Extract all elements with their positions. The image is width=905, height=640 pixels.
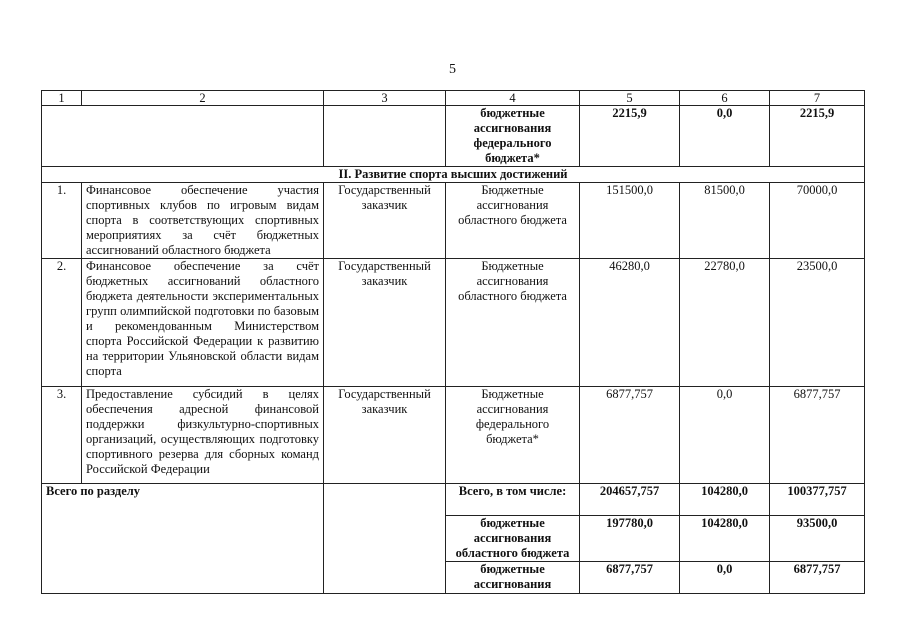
- table-row: [42, 106, 865, 167]
- measure-name: Предоставление субсидий в целях обеспечения адресной финансовой поддержки физкультурно-спортивных организаций, осуществляющих подготовку спортивного резерва для сборных команд Российской Федерации: [82, 387, 324, 484]
- value-cell: 46280,0: [580, 259, 680, 387]
- value-cell: 22780,0: [680, 259, 770, 387]
- value-cell: 0,0: [680, 562, 770, 594]
- funding-source: Всего, в том числе:: [446, 484, 580, 516]
- funding-source: бюджетные ассигнования областного бюджета: [446, 516, 580, 562]
- value-cell: 6877,757: [580, 387, 680, 484]
- header-cell: 3: [324, 91, 446, 106]
- value-cell: 100377,757: [770, 484, 865, 516]
- measure-name: Финансовое обеспечение за счёт бюджетных ассигнований областного бюджета деятельности экспериментальных групп олимпийской подготовки по базовым и рекомендованным Министерством спорта Российской Федерации к развитию на территории Ульяновской области видам спорта: [82, 259, 324, 387]
- table-row: [42, 387, 865, 484]
- header-cell: 6: [680, 91, 770, 106]
- header-cell: 1: [42, 91, 82, 106]
- funding-source: бюджетные ассигнования федерального бюджета*: [446, 106, 580, 167]
- value-cell: 6877,757: [770, 387, 865, 484]
- value-cell: 23500,0: [770, 259, 865, 387]
- value-cell: 70000,0: [770, 183, 865, 259]
- header-row: [42, 91, 865, 106]
- value-cell: 104280,0: [680, 484, 770, 516]
- funding-source: Бюджетные ассигнования областного бюджета: [446, 183, 580, 259]
- value-cell: 2215,9: [580, 106, 680, 167]
- empty-cell: [42, 106, 324, 167]
- value-cell: 6877,757: [580, 562, 680, 594]
- empty-cell: [324, 484, 446, 594]
- budget-table: [41, 90, 865, 594]
- header-cell: 5: [580, 91, 680, 106]
- page-number: 5: [449, 62, 456, 77]
- total-label: Всего по разделу: [42, 484, 324, 594]
- header-cell: 7: [770, 91, 865, 106]
- value-cell: 104280,0: [680, 516, 770, 562]
- value-cell: 197780,0: [580, 516, 680, 562]
- table-row: [42, 259, 865, 387]
- customer-cell: Государственный заказчик: [324, 259, 446, 387]
- value-cell: 2215,9: [770, 106, 865, 167]
- customer-cell: Государственный заказчик: [324, 387, 446, 484]
- funding-source: Бюджетные ассигнования федерального бюджета*: [446, 387, 580, 484]
- header-cell: 4: [446, 91, 580, 106]
- value-cell: 0,0: [680, 387, 770, 484]
- value-cell: 81500,0: [680, 183, 770, 259]
- empty-cell: [324, 106, 446, 167]
- measure-name: Финансовое обеспечение участия спортивных клубов по игровым видам спорта в соответствующих спортивных мероприятиях за счёт бюджетных ассигнований областного бюджета: [82, 183, 324, 259]
- customer-cell: Государственный заказчик: [324, 183, 446, 259]
- value-cell: 93500,0: [770, 516, 865, 562]
- funding-source: Бюджетные ассигнования областного бюджета: [446, 259, 580, 387]
- section-title: II. Развитие спорта высших достижений: [42, 167, 865, 183]
- value-cell: 151500,0: [580, 183, 680, 259]
- value-cell: 0,0: [680, 106, 770, 167]
- row-number: 1.: [42, 183, 82, 259]
- row-number: 3.: [42, 387, 82, 484]
- row-number: 2.: [42, 259, 82, 387]
- section-row: [42, 167, 865, 183]
- funding-source: бюджетные ассигнования: [446, 562, 580, 594]
- value-cell: 204657,757: [580, 484, 680, 516]
- table-row: [42, 183, 865, 259]
- total-row: [42, 484, 865, 516]
- header-cell: 2: [82, 91, 324, 106]
- value-cell: 6877,757: [770, 562, 865, 594]
